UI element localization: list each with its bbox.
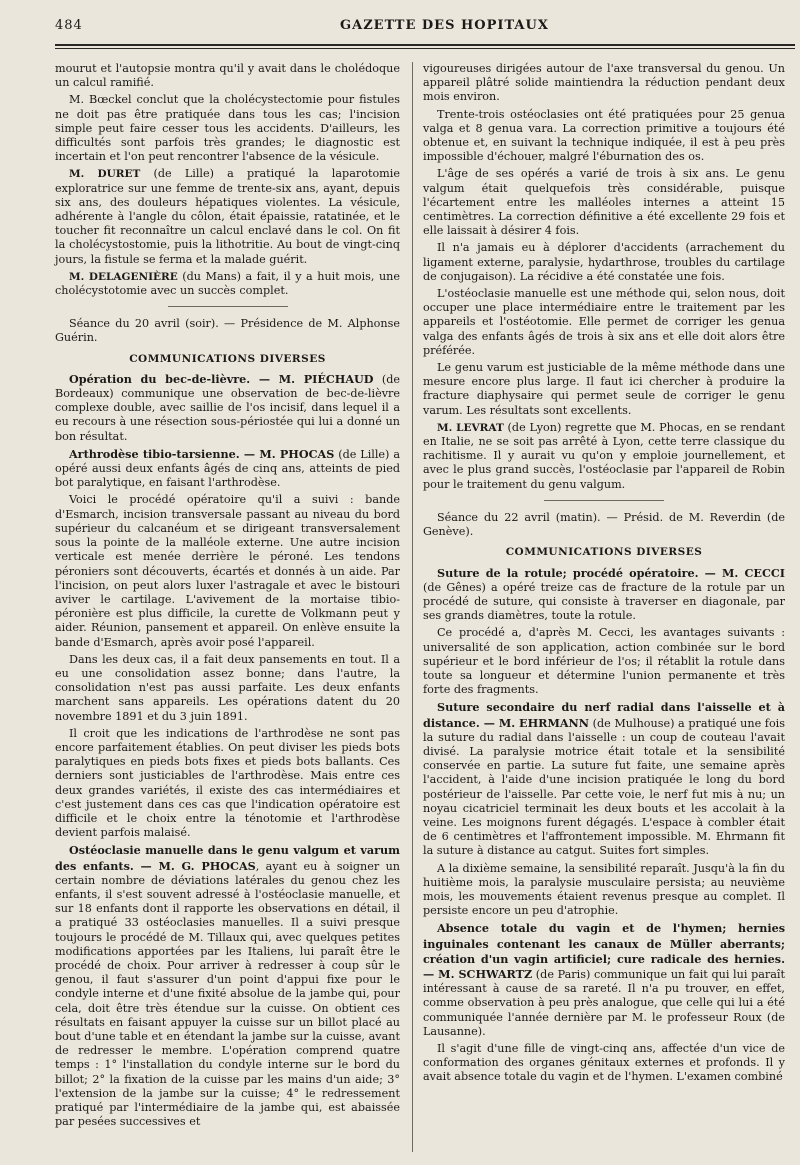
right-column xyxy=(423,62,785,1088)
paragraph: mourut et l'autopsie montra qu'il y avait dans le cholédoque un calcul ramifié. xyxy=(55,62,400,90)
paragraph-text: (de Lille) a pratiqué la laparotomie exploratrice sur une femme de trente-six ans, ayant, depuis six ans, des douleurs hépatiques violentes. La vésicule, adhérente à l'angle du côlon, était épaissie, ratatinée, et le toucher fit reconnaître un calcul enclavé dans le col. On fit la cholécystostomie, puis la lithotritie. Au bout de vingt-cinq jours, la fistule se ferma et la malade guérit. xyxy=(55,167,400,266)
speaker-name: M. DURET xyxy=(69,168,141,181)
page-number: 484 xyxy=(55,18,83,33)
paragraph: Voici le procédé opératoire qu'il a suivi : bande d'Esmarch, incision transversale passant au niveau du bord supérieur du calcanéum et se dirigeant transversalement sous la pointe de la malléole externe. Une autre incision verticale est menée derrière le péroné. Les tendons péroniers sont découverts, écartés et donnés à un aide. Par l'incision, on peut alors luxer l'astragale et avec le bistouri aviver le cartilage. L'avivement de la mortaise tibio-péronière est plus difficile, la curette de Volkmann peut y aider. Réunion, pansement et appareil. On enlève ensuite la bande d'Esmarch, après avoir posé l'appareil. xyxy=(55,493,400,649)
separator xyxy=(544,500,664,501)
paragraph: M. Bœckel conclut que la cholécystectomie pour fistules ne doit pas être pratiquée dans tous les cas; l'incision simple peut faire cesser tous les accidents. D'ailleurs, les difficultés sont parfois très grandes; le diagnostic est incertain et l'on peut rencontrer l'absence de la vésicule. xyxy=(55,93,400,164)
paragraph: L'ostéoclasie manuelle est une méthode qui, selon nous, doit occuper une place intermédiaire entre le traitement par les appareils et l'ostéotomie. Elle permet de corriger les genua valga des enfants âgés de trois à six ans et elle doit alors être préférée. xyxy=(423,287,785,357)
speaker-name: M. LEVRAT xyxy=(437,421,504,434)
session-heading: Séance du 22 avril (matin). — Présid. de M. Reverdin (de Genève). xyxy=(423,510,785,539)
journal-title: GAZETTE DES HOPITAUX xyxy=(340,18,549,33)
paragraph: Trente-trois ostéoclasies ont été pratiquées pour 25 genua valga et 8 genua vara. La correction primitive a toujours été obtenue et, en suivant la technique indiquée, il est à peu près impossible d'échouer, malgré l'éburnation des os. xyxy=(423,107,785,164)
paragraph xyxy=(55,372,400,444)
paragraph: Il s'agit d'une fille de vingt-cinq ans, affectée d'un vice de conformation des organes génitaux externes et profonds. Il y avait absence totale du vagin et de l'hymen. L'examen combiné xyxy=(423,1042,785,1084)
header-rule-thin xyxy=(55,48,795,49)
paragraph xyxy=(55,167,400,266)
paragraph: Il croit que les indications de l'arthrodèse ne sont pas encore parfaitement établies. On peut diviser les pieds bots paralytiques en pieds bots fixes et pieds bots ballants. Ces derniers sont justiciables de l'arthrodèse. Mais entre ces deux grandes variétés, il existe des cas intermédiaires et c'est justement dans ces cas que l'indication opératoire est difficile et le choix entre la ténotomie et l'arthrodèse devient parfois malaisé. xyxy=(55,726,400,840)
paragraph: L'âge de ses opérés a varié de trois à six ans. Le genu valgum était quelquefois très considérable, puisque l'écartement entre les malléoles internes a atteint 15 centimètres. La correction définitive a été excellente 29 fois et elle laissait à désirer 4 fois. xyxy=(423,167,785,238)
section-heading: COMMUNICATIONS DIVERSES xyxy=(129,352,326,365)
paragraph: Ce procédé a, d'après M. Cecci, les avantages suivants : universalité de son application, action combinée sur le bord supérieur et le bord inférieur de l'os; il rétablit la rotule dans toute sa longueur et détermine l'union permanente et très forte des fragments. xyxy=(423,626,785,697)
section-heading: COMMUNICATIONS DIVERSES xyxy=(505,546,703,559)
page-header xyxy=(55,18,795,40)
paragraph: Le genu varum est justiciable de la même méthode dans une mesure encore plus large. Il faut ici chercher à produire la fracture diaphysaire qui permet seule de corriger le genu varum. Les résultats sont excellents. xyxy=(423,361,785,417)
article-title: Suture secondaire du nerf radial dans l'aisselle et à distance. — M. EHRMANN xyxy=(423,700,785,730)
paragraph xyxy=(55,270,400,298)
paragraph xyxy=(423,700,785,858)
article-title: Arthrodèse tibio-tarsienne. — M. PHOCAS xyxy=(69,446,335,461)
paragraph-text: (de Lyon) regrette que M. Phocas, en se rendant en Italie, ne se soit pas arrêté à Lyon, cette terre classique du rachitisme. Il y aurait vu qu'on y emploie journellement, et avec le plus grand succès, l'ostéoclasie par l'appareil de Robin pour le traitement du genu valgum. xyxy=(423,420,785,491)
article-title: Opération du bec-de-lièvre. — M. PIÉCHAUD xyxy=(69,371,374,386)
paragraph xyxy=(423,566,785,624)
paragraph-text: (de Bordeaux) communique une observation de bec-de-lièvre complexe double, avec saillie de l'os incisif, dans lequel il a eu recours à une résection sous-périostée qui lui a donné un bon résultat. xyxy=(55,372,401,443)
paragraph-text: (de Mulhouse) a pratiqué une fois la suture du radial dans l'aisselle : un coup de couteau l'avait divisé. La paralysie motrice était totale et la sensibilité conservée en partie. La suture fut faite, une semaine après l'accident, à l'aide d'une incision pratiquée le long du bord postérieur de l'aisselle. Par cette voie, le nerf fut mis à nu; un noyau cicatriciel terminait les deux bouts et les accolait à la veine. Les moignons furent dégagés. L'espace à combler était de 6 centimètres et l'affrontement impossible. M. Ehrmann fit la suture à distance au catgut. Suites fort simples. xyxy=(423,716,786,858)
article-title: Absence totale du vagin et de l'hymen; hernies inguinales contenant les canaux de Müller aberrants; création d'un vagin artificiel; cure radicale des hernies. — M. SCHWARTZ xyxy=(423,921,785,981)
paragraph xyxy=(423,421,785,492)
paragraph-text: (de Paris) communique un fait qui lui paraît intéressant à cause de sa rareté. Il n'a pu trouver, en effet, comme observation à peu près analogue, que celle qui lui a été communiquée l'année dernière par M. le professeur Roux (de Lausanne). xyxy=(423,967,785,1038)
paragraph: Il n'a jamais eu à déplorer d'accidents (arrachement du ligament externe, paralysie, hydarthrose, troubles du cartilage de conjugaison). La récidive a été constatée une fois. xyxy=(423,241,785,283)
column-divider xyxy=(412,62,413,1152)
session-heading: Séance du 20 avril (soir). — Présidence de M. Alphonse Guérin. xyxy=(55,317,400,345)
paragraph-text: (de Lille) a opéré aussi deux enfants âgés de cinq ans, atteints de pied bot paralytique, en faisant l'arthrodèse. xyxy=(55,447,400,490)
header-rule-thick xyxy=(55,44,795,46)
paragraph-text: (du Mans) a fait, il y a huit mois, une cholécystotomie avec un succès complet. xyxy=(55,269,400,298)
paragraph: vigoureuses dirigées autour de l'axe transversal du genou. Un appareil plâtré solide maintiendra la réduction pendant deux mois environ. xyxy=(423,62,785,104)
paragraph-text: (de Gênes) a opéré treize cas de fracture de la rotule par un procédé de suture, qui consiste à traverser en diagonale, par ses grands diamètres, toute la rotule. xyxy=(423,580,785,623)
left-column xyxy=(55,62,400,1132)
paragraph xyxy=(55,447,400,491)
paragraph xyxy=(423,921,785,1039)
speaker-name: M. DELAGENIÈRE xyxy=(69,270,178,283)
article-title: Ostéoclasie manuelle dans le genu valgum et varum des enfants. — M. G. PHOCAS xyxy=(55,843,400,873)
paragraph: A la dixième semaine, la sensibilité reparaît. Jusqu'à la fin du huitième mois, la paralysie musculaire persista; au neuvième mois, les mouvements étaient revenus presque au complet. Il persiste encore un peu d'atrophie. xyxy=(423,861,785,918)
separator xyxy=(168,306,288,307)
article-title: Suture de la rotule; procédé opératoire. — M. CECCI xyxy=(437,565,785,580)
paragraph xyxy=(55,843,400,1129)
paragraph-text: , ayant eu à soigner un certain nombre de déviations latérales du genou chez les enfants, il s'est souvent adressé à l'ostéoclasie manuelle, et sur 18 enfants dont il rapporte les observations en détail, il a pratiqué 33 ostéoclasies manuelles. Il a suivi presque toujours le procédé de M. Tillaux qui, avec quelques petites modifications apportées par les Italiens, lui paraît être le procédé de choix. Pour arriver à redresser à coup sûr le genou, il faut s'assurer d'un point d'appui fixe pour le condyle interne et d'une fixité absolue de la jambe qui, pour cela, doit être très étendue sur la cuisse. On obtient ces résultats en faisant appuyer la cuisse sur un billot placé au bout d'une table et en étendant la jambe sur la cuisse, avant de redresser le membre. L'opération comprend quatre temps : 1° l'installation du condyle interne sur le bord du billot; 2° la fixation de la cuisse par les mains d'un aide; 3° l'extension de la jambe sur la cuisse; 4° le redressement pratiqué par l'intermédiaire de la jambe qui, est abaissée par pesées successives et xyxy=(55,859,400,1129)
paragraph: Dans les deux cas, il a fait deux pansements en tout. Il a eu une consolidation assez bonne; dans l'autre, la consolidation n'est pas aussi parfaite. Les deux enfants marchent sans appareils. Les opérations datent du 20 novembre 1891 et du 3 juin 1891. xyxy=(55,652,400,723)
